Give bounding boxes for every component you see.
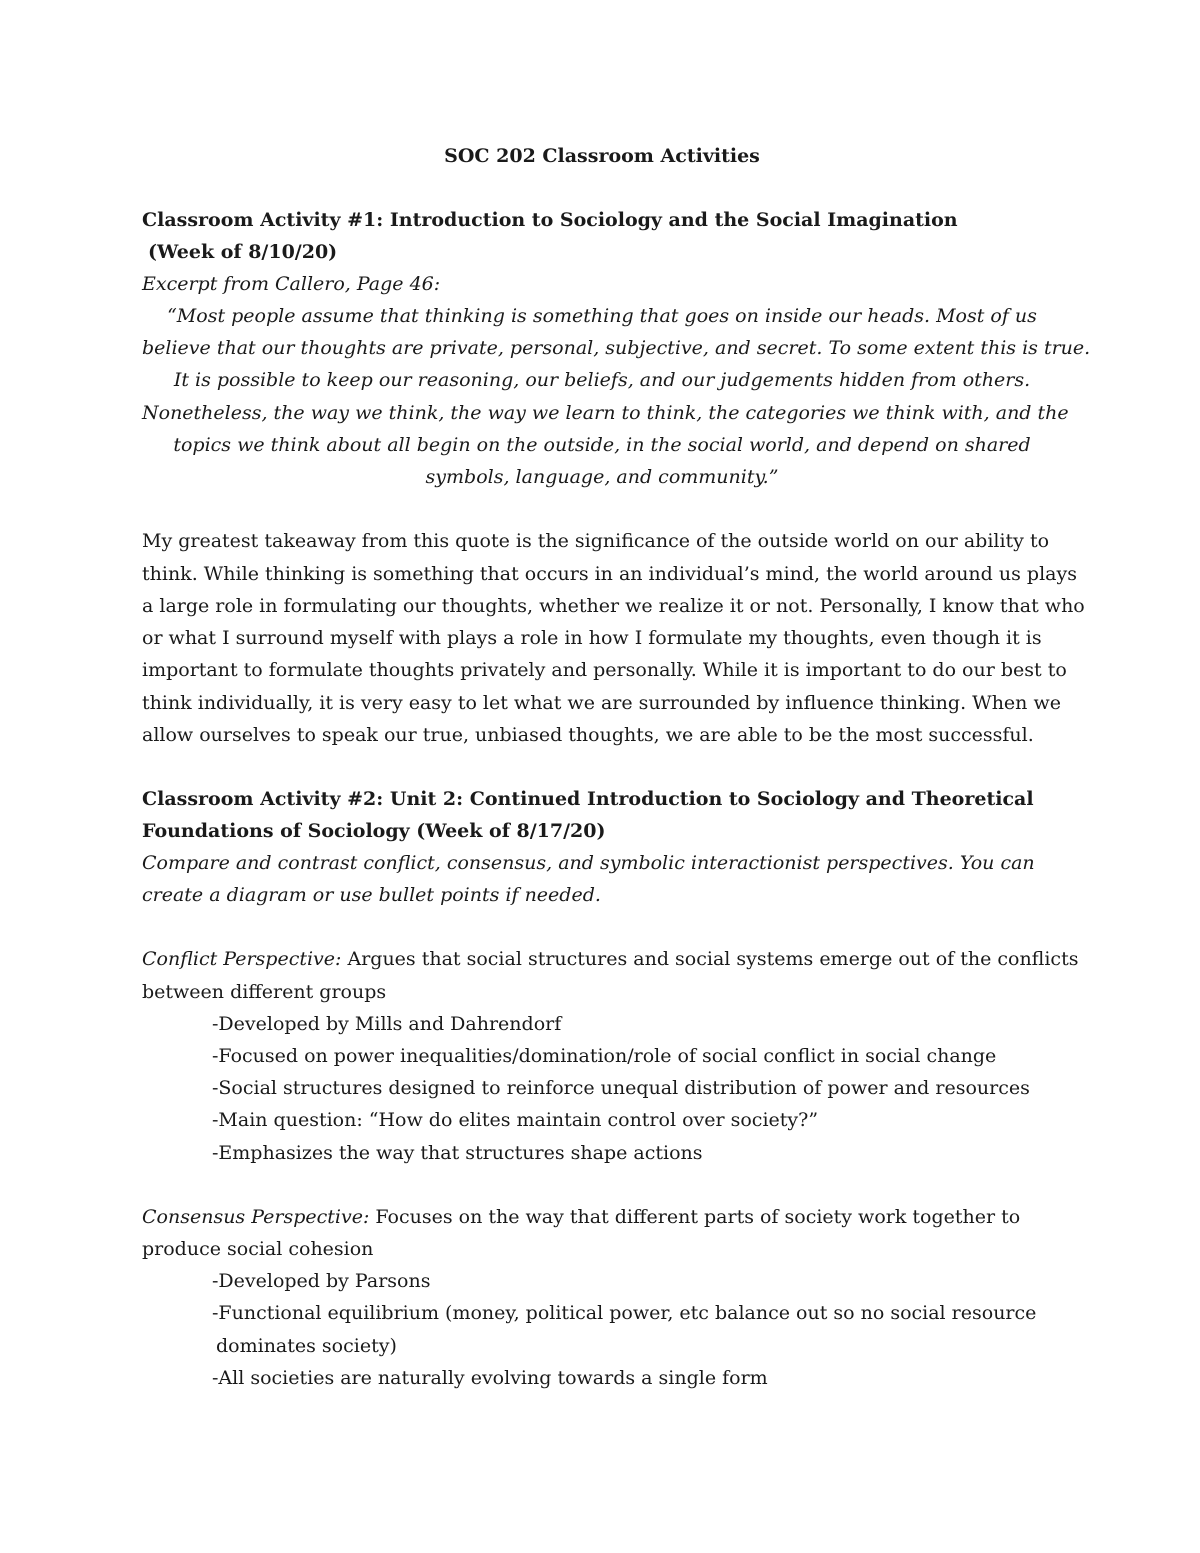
- quote-line: “Most people assume that thinking is something that goes on inside our heads. Most of us: [167, 305, 1037, 327]
- list-item: -Main question: “How do elites maintain control over society?”: [212, 1109, 819, 1132]
- activity-2-prompt-line-1: Compare and contrast conflict, consensus, and symbolic interactionist perspectives. You can: [142, 852, 1035, 875]
- response-line: My greatest takeaway from this quote is the significance of the outside world on our ability to: [142, 530, 1050, 553]
- quote-line: believe that our thoughts are private, personal, subjective, and secret. To some extent this is true.: [142, 337, 1091, 360]
- consensus-perspective: [142, 1201, 1062, 1394]
- response-line: allow ourselves to speak our true, unbiased thoughts, we are able to be the most successful.: [142, 724, 1034, 746]
- response-line: or what I surround myself with plays a role in how I formulate my thoughts, even though it is: [142, 627, 1042, 650]
- response-line: think. While thinking is something that occurs in an individual’s mind, the world around us plays: [142, 562, 1077, 585]
- activity-1-section: [142, 204, 1091, 751]
- list-item: -All societies are naturally evolving towards a single form: [212, 1366, 768, 1389]
- conflict-perspective: [142, 943, 1079, 1168]
- conflict-text: Argues that social structures and social systems emerge out of the conflicts: [341, 948, 1079, 971]
- conflict-bullet-list: [142, 1008, 1062, 1169]
- activity-2-section: [142, 783, 1079, 1394]
- list-item: -Emphasizes the way that structures shape actions: [212, 1141, 703, 1164]
- consensus-bullet-list: [142, 1265, 1062, 1394]
- conflict-text-cont: between different groups: [142, 980, 387, 1003]
- conflict-label: Conflict Perspective:: [142, 948, 342, 971]
- list-item: -Focused on power inequalities/domination/role of social conflict in social change: [212, 1044, 997, 1067]
- quote-line: It is possible to keep our reasoning, our beliefs, and our judgements hidden from others.: [173, 369, 1031, 392]
- list-item: -Developed by Mills and Dahrendorf: [212, 1012, 562, 1035]
- quote-line: topics we think about all begin on the outside, in the social world, and depend on shared: [173, 433, 1031, 456]
- document-page: [142, 140, 1091, 1394]
- consensus-text-cont: produce social cohesion: [142, 1237, 374, 1260]
- activity-1-heading: Classroom Activity #1: Introduction to Sociology and the Social Imagination: [142, 209, 958, 231]
- list-item: -Social structures designed to reinforce unequal distribution of power and resources: [212, 1077, 1030, 1100]
- list-item: -Developed by Parsons: [212, 1270, 431, 1293]
- activity-1-week: (Week of 8/10/20): [148, 241, 338, 263]
- activity-1-response: [142, 525, 1085, 751]
- response-line: think individually, it is very easy to let what we are surrounded by influence thinking. When we: [142, 691, 1061, 714]
- document-title: SOC 202 Classroom Activities: [444, 145, 760, 167]
- quote-line: symbols, language, and community.”: [425, 466, 779, 489]
- response-line: a large role in formulating our thoughts, whether we realize it or not. Personally, I know that who: [142, 594, 1085, 617]
- quote-line: Nonetheless, the way we think, the way we learn to think, the categories we think with, and the: [142, 401, 1069, 424]
- callero-quote: [142, 300, 1091, 493]
- excerpt-label: Excerpt from Callero, Page 46:: [142, 273, 441, 295]
- activity-2-heading-line-1: Classroom Activity #2: Unit 2: Continued Introduction to Sociology and Theoretical: [142, 788, 1034, 811]
- activity-2-prompt-line-2: create a diagram or use bullet points if needed.: [142, 884, 601, 907]
- list-item: -Functional equilibrium (money, political power, etc balance out so no social resource dominates society): [212, 1302, 1037, 1357]
- activity-2-heading-line-2: Foundations of Sociology (Week of 8/17/20): [142, 820, 606, 843]
- response-line: important to formulate thoughts privately and personally. While it is important to do our best to: [142, 659, 1067, 682]
- consensus-text: Focuses on the way that different parts of society work together to: [369, 1205, 1021, 1228]
- consensus-label: Consensus Perspective:: [142, 1205, 370, 1228]
